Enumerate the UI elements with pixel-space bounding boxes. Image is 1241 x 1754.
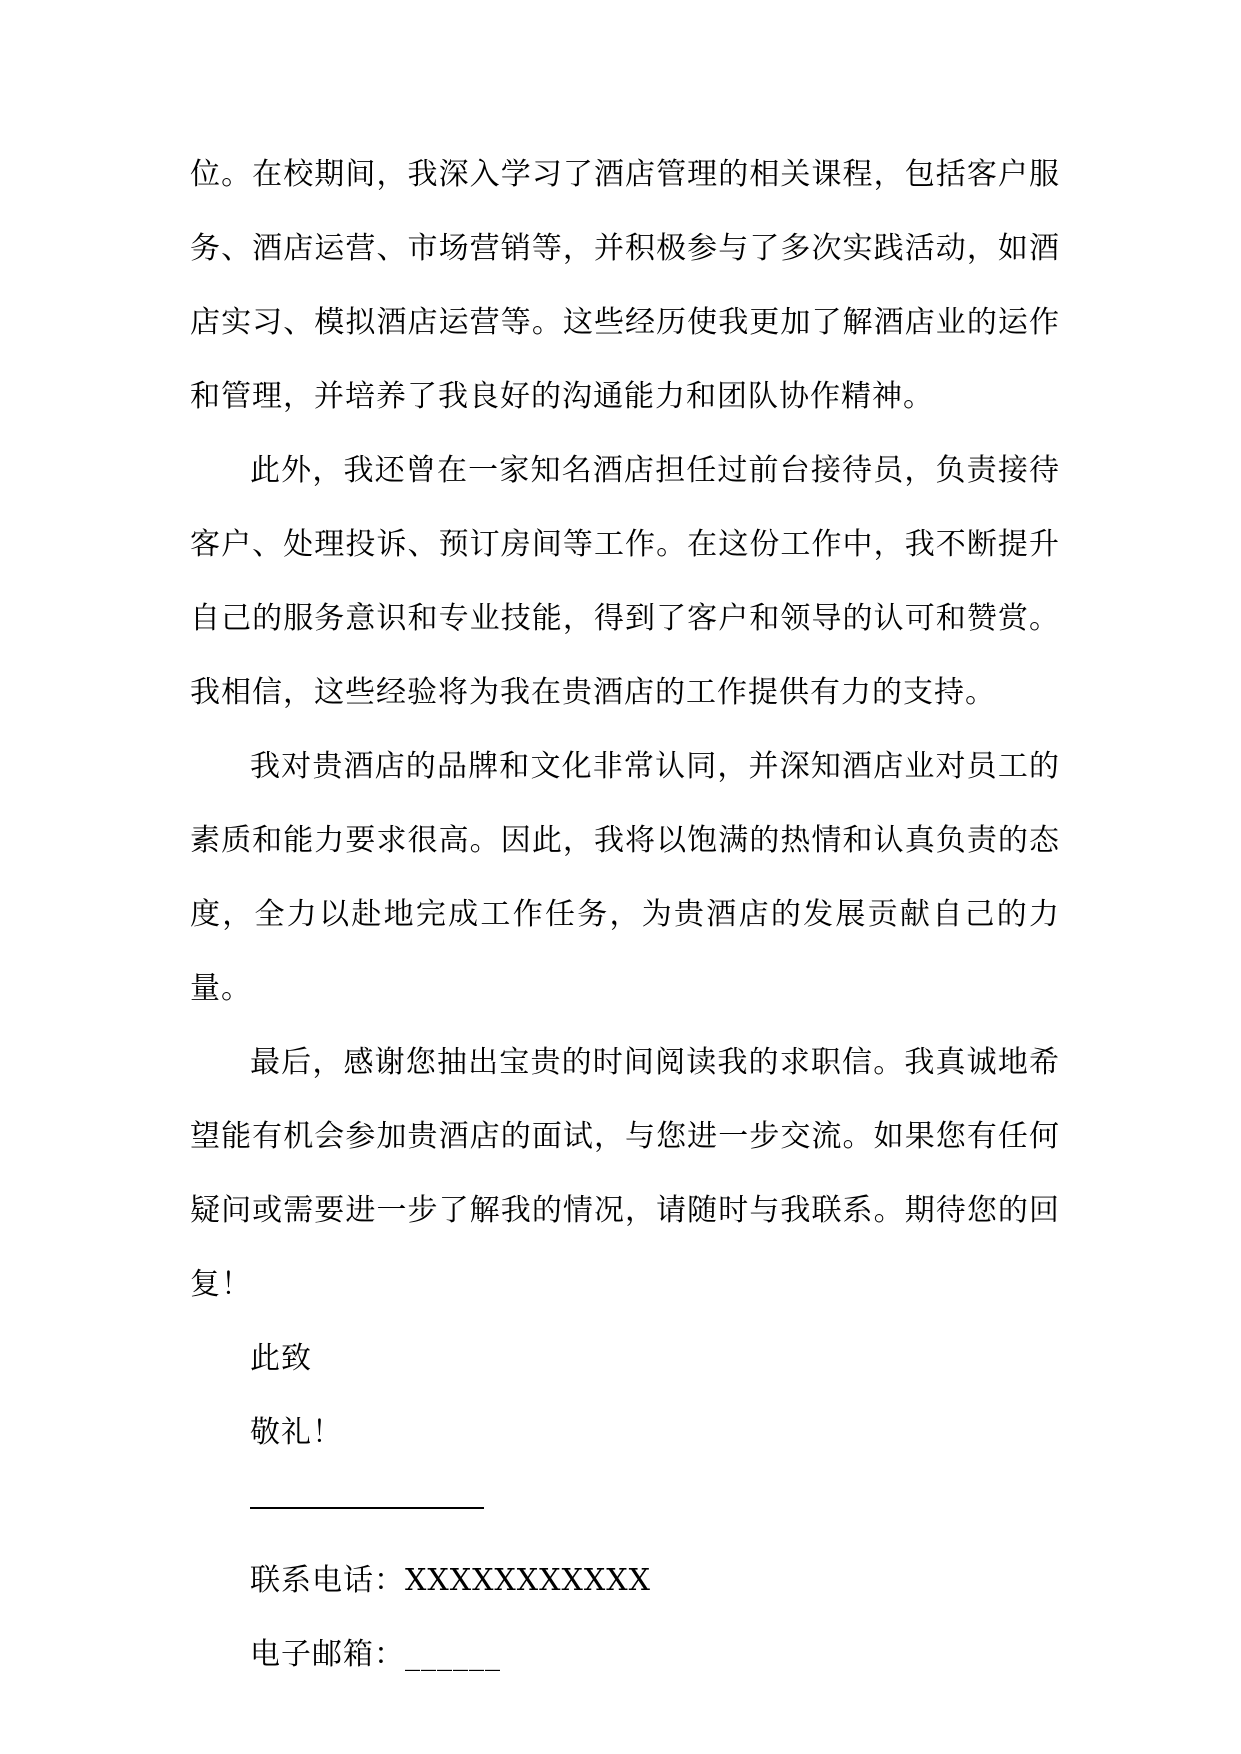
closing-phrase: 此致 xyxy=(250,1341,312,1376)
salutation: 敬礼！ xyxy=(250,1415,343,1450)
paragraph-experience: 此外，我还曾在一家知名酒店担任过前台接待员，负责接待客户、处理投诉、预订房间等工作。在这份工作中，我不断提升自己的服务意识和专业技能，得到了客户和领导的认可和赞赏。我相信，这些经验将为我在贵酒店的工作提供有力的支持。 xyxy=(190,453,1060,710)
contact-email: 电子邮箱：______ xyxy=(250,1637,501,1672)
paragraph-closing: 最后，感谢您抽出宝贵的时间阅读我的求职信。我真诚地希望能有机会参加贵酒店的面试，与您进一步交流。如果您有任何疑问或需要进一步了解我的情况，请随时与我联系。期待您的回复！ xyxy=(190,1045,1060,1302)
letter-body xyxy=(190,138,1060,1692)
contact-phone: 联系电话：XXXXXXXXXXX xyxy=(250,1563,651,1598)
signature-line xyxy=(190,1470,1060,1544)
paragraph-motivation: 我对贵酒店的品牌和文化非常认同，并深知酒店业对员工的素质和能力要求很高。因此，我将以饱满的热情和认真负责的态度，全力以赴地完成工作任务，为贵酒店的发展贡献自己的力量。 xyxy=(190,749,1060,1006)
signature-blank xyxy=(250,1507,484,1509)
paragraph-education: 位。在校期间，我深入学习了酒店管理的相关课程，包括客户服务、酒店运营、市场营销等，并积极参与了多次实践活动，如酒店实习、模拟酒店运营等。这些经历使我更加了解酒店业的运作和管理，并培养了我良好的沟通能力和团队协作精神。 xyxy=(190,157,1060,414)
